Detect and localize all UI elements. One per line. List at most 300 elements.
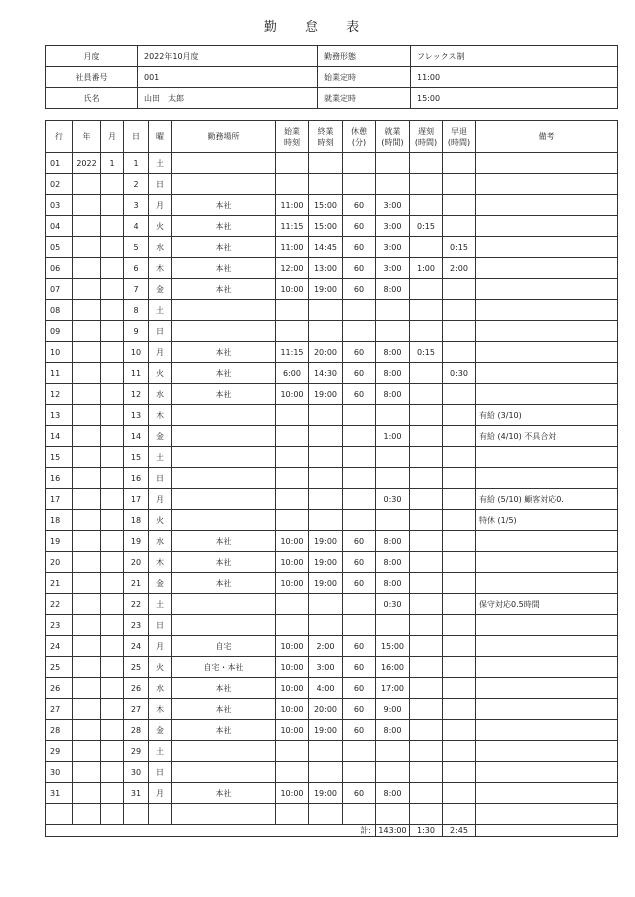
cell-start: 11:00 xyxy=(276,195,309,216)
cell-work: 8:00 xyxy=(376,552,410,573)
cell-break: 60 xyxy=(343,552,376,573)
cell-month xyxy=(101,447,124,468)
cell-late xyxy=(410,762,443,783)
table-row xyxy=(46,510,618,531)
col-header-work-line2: (時間) xyxy=(381,137,404,147)
cell-row: 07 xyxy=(46,279,73,300)
cell-late: 1:00 xyxy=(410,258,443,279)
cell-end xyxy=(309,426,343,447)
cell-day: 7 xyxy=(124,279,149,300)
cell-year xyxy=(73,195,101,216)
cell-start xyxy=(276,741,309,762)
col-header-day: 日 xyxy=(124,121,149,153)
cell-place: 本社 xyxy=(172,699,276,720)
cell-month xyxy=(101,489,124,510)
cell-remarks: 有給 (3/10) xyxy=(476,405,618,426)
cell-start xyxy=(276,804,309,825)
cell-day: 27 xyxy=(124,699,149,720)
employee-info-table xyxy=(45,45,618,109)
cell-month xyxy=(101,300,124,321)
cell-break: 60 xyxy=(343,678,376,699)
table-row xyxy=(46,195,618,216)
cell-month xyxy=(101,783,124,804)
cell-year xyxy=(73,300,101,321)
start-time-value: 11:00 xyxy=(411,67,618,88)
cell-early xyxy=(443,657,476,678)
table-row xyxy=(46,741,618,762)
cell-row: 22 xyxy=(46,594,73,615)
cell-start: 10:00 xyxy=(276,573,309,594)
cell-end xyxy=(309,405,343,426)
cell-year xyxy=(73,762,101,783)
cell-work: 8:00 xyxy=(376,384,410,405)
cell-place: 自宅 xyxy=(172,636,276,657)
cell-early xyxy=(443,153,476,174)
end-time-label: 就業定時 xyxy=(318,88,411,109)
cell-weekday: 日 xyxy=(149,468,172,489)
cell-end: 13:00 xyxy=(309,258,343,279)
employee-no-label: 社員番号 xyxy=(46,67,138,88)
cell-row: 27 xyxy=(46,699,73,720)
cell-row: 18 xyxy=(46,510,73,531)
cell-remarks: 保守対応0.5時間 xyxy=(476,594,618,615)
cell-year xyxy=(73,720,101,741)
cell-start xyxy=(276,153,309,174)
cell-end: 4:00 xyxy=(309,678,343,699)
cell-weekday: 木 xyxy=(149,405,172,426)
cell-late xyxy=(410,720,443,741)
cell-end: 19:00 xyxy=(309,783,343,804)
cell-month xyxy=(101,279,124,300)
table-row xyxy=(46,594,618,615)
cell-year xyxy=(73,321,101,342)
cell-work: 8:00 xyxy=(376,342,410,363)
cell-place: 本社 xyxy=(172,216,276,237)
cell-place xyxy=(172,426,276,447)
cell-start xyxy=(276,762,309,783)
cell-start: 10:00 xyxy=(276,699,309,720)
cell-late xyxy=(410,363,443,384)
cell-month xyxy=(101,657,124,678)
cell-month xyxy=(101,468,124,489)
attendance-table xyxy=(45,120,618,837)
cell-month xyxy=(101,237,124,258)
cell-day: 5 xyxy=(124,237,149,258)
cell-early xyxy=(443,216,476,237)
cell-day: 9 xyxy=(124,321,149,342)
cell-remarks xyxy=(476,468,618,489)
cell-year xyxy=(73,783,101,804)
name-value: 山田 太郎 xyxy=(138,88,318,109)
table-row xyxy=(46,468,618,489)
cell-year xyxy=(73,804,101,825)
cell-day: 26 xyxy=(124,678,149,699)
table-row xyxy=(46,720,618,741)
cell-remarks xyxy=(476,573,618,594)
cell-late xyxy=(410,636,443,657)
info-row xyxy=(46,88,618,109)
cell-late xyxy=(410,657,443,678)
total-late: 1:30 xyxy=(410,825,443,837)
cell-year xyxy=(73,342,101,363)
cell-remarks xyxy=(476,321,618,342)
col-header-row: 行 xyxy=(46,121,73,153)
cell-work xyxy=(376,174,410,195)
info-row xyxy=(46,46,618,67)
cell-remarks xyxy=(476,174,618,195)
cell-row: 31 xyxy=(46,783,73,804)
cell-year xyxy=(73,174,101,195)
cell-year xyxy=(73,468,101,489)
cell-row: 24 xyxy=(46,636,73,657)
cell-month xyxy=(101,216,124,237)
cell-place: 本社 xyxy=(172,720,276,741)
cell-break xyxy=(343,405,376,426)
cell-day: 24 xyxy=(124,636,149,657)
cell-day: 10 xyxy=(124,342,149,363)
cell-break: 60 xyxy=(343,699,376,720)
cell-year xyxy=(73,258,101,279)
col-header-break-line2: (分) xyxy=(351,137,367,147)
cell-weekday: 金 xyxy=(149,426,172,447)
cell-day: 31 xyxy=(124,783,149,804)
cell-break: 60 xyxy=(343,195,376,216)
cell-remarks xyxy=(476,300,618,321)
cell-start: 11:15 xyxy=(276,342,309,363)
cell-month xyxy=(101,510,124,531)
cell-early xyxy=(443,741,476,762)
col-header-start-line2: 時刻 xyxy=(284,137,300,147)
cell-place xyxy=(172,615,276,636)
table-row xyxy=(46,300,618,321)
cell-late xyxy=(410,174,443,195)
cell-work: 15:00 xyxy=(376,636,410,657)
col-header-break-line1: 休憩 xyxy=(351,126,367,136)
cell-weekday: 火 xyxy=(149,510,172,531)
cell-early xyxy=(443,762,476,783)
cell-break xyxy=(343,741,376,762)
cell-start: 10:00 xyxy=(276,279,309,300)
cell-early xyxy=(443,804,476,825)
cell-late xyxy=(410,804,443,825)
cell-end: 19:00 xyxy=(309,552,343,573)
cell-end: 19:00 xyxy=(309,720,343,741)
cell-day: 4 xyxy=(124,216,149,237)
col-header-early-line2: (時間) xyxy=(447,137,471,147)
cell-start: 10:00 xyxy=(276,720,309,741)
cell-day: 19 xyxy=(124,531,149,552)
cell-remarks xyxy=(476,699,618,720)
cell-place: 本社 xyxy=(172,573,276,594)
cell-place: 本社 xyxy=(172,342,276,363)
col-header-month: 月 xyxy=(101,121,124,153)
cell-row: 25 xyxy=(46,657,73,678)
month-label: 月度 xyxy=(46,46,138,67)
cell-weekday: 日 xyxy=(149,615,172,636)
cell-year xyxy=(73,636,101,657)
cell-early xyxy=(443,384,476,405)
col-header-work xyxy=(376,121,410,153)
cell-remarks xyxy=(476,804,618,825)
cell-month xyxy=(101,678,124,699)
cell-break xyxy=(343,489,376,510)
cell-row: 26 xyxy=(46,678,73,699)
cell-day: 1 xyxy=(124,153,149,174)
cell-weekday: 水 xyxy=(149,678,172,699)
cell-break: 60 xyxy=(343,384,376,405)
cell-end xyxy=(309,594,343,615)
cell-late xyxy=(410,741,443,762)
cell-year xyxy=(73,594,101,615)
cell-year xyxy=(73,573,101,594)
cell-weekday: 月 xyxy=(149,783,172,804)
cell-work: 17:00 xyxy=(376,678,410,699)
cell-year xyxy=(73,489,101,510)
cell-work xyxy=(376,615,410,636)
table-row xyxy=(46,699,618,720)
table-row xyxy=(46,447,618,468)
cell-day: 28 xyxy=(124,720,149,741)
cell-place xyxy=(172,174,276,195)
cell-break: 60 xyxy=(343,279,376,300)
cell-late xyxy=(410,426,443,447)
cell-early xyxy=(443,342,476,363)
cell-day: 6 xyxy=(124,258,149,279)
cell-end: 20:00 xyxy=(309,342,343,363)
cell-end xyxy=(309,762,343,783)
cell-work xyxy=(376,741,410,762)
cell-remarks xyxy=(476,153,618,174)
cell-weekday: 金 xyxy=(149,573,172,594)
cell-end: 15:00 xyxy=(309,216,343,237)
cell-early xyxy=(443,174,476,195)
cell-break xyxy=(343,468,376,489)
cell-day: 13 xyxy=(124,405,149,426)
col-header-place: 勤務場所 xyxy=(172,121,276,153)
cell-work xyxy=(376,321,410,342)
cell-late: 0:15 xyxy=(410,342,443,363)
col-header-remarks: 備考 xyxy=(476,121,618,153)
cell-work xyxy=(376,447,410,468)
cell-end xyxy=(309,321,343,342)
cell-late: 0:15 xyxy=(410,216,443,237)
cell-late xyxy=(410,279,443,300)
table-row xyxy=(46,426,618,447)
cell-day: 16 xyxy=(124,468,149,489)
cell-start: 11:00 xyxy=(276,237,309,258)
end-time-value: 15:00 xyxy=(411,88,618,109)
cell-weekday: 土 xyxy=(149,447,172,468)
cell-early xyxy=(443,678,476,699)
total-work: 143:00 xyxy=(376,825,410,837)
cell-end xyxy=(309,447,343,468)
cell-row: 06 xyxy=(46,258,73,279)
cell-row: 12 xyxy=(46,384,73,405)
cell-day: 23 xyxy=(124,615,149,636)
cell-year xyxy=(73,510,101,531)
cell-day xyxy=(124,804,149,825)
cell-start: 10:00 xyxy=(276,783,309,804)
cell-weekday: 月 xyxy=(149,342,172,363)
cell-break: 60 xyxy=(343,783,376,804)
cell-row: 11 xyxy=(46,363,73,384)
month-value: 2022年10月度 xyxy=(138,46,318,67)
cell-month xyxy=(101,699,124,720)
totals-label: 計: xyxy=(46,825,376,837)
cell-place xyxy=(172,321,276,342)
cell-weekday: 月 xyxy=(149,636,172,657)
cell-early xyxy=(443,321,476,342)
cell-end xyxy=(309,741,343,762)
col-header-end xyxy=(309,121,343,153)
cell-early xyxy=(443,594,476,615)
col-header-break xyxy=(343,121,376,153)
cell-late xyxy=(410,510,443,531)
col-header-start xyxy=(276,121,309,153)
totals-row xyxy=(46,825,618,837)
cell-remarks xyxy=(476,720,618,741)
cell-end xyxy=(309,804,343,825)
cell-year xyxy=(73,699,101,720)
table-row xyxy=(46,279,618,300)
cell-place xyxy=(172,804,276,825)
cell-remarks xyxy=(476,216,618,237)
cell-start xyxy=(276,174,309,195)
cell-place xyxy=(172,741,276,762)
cell-work xyxy=(376,300,410,321)
cell-remarks xyxy=(476,531,618,552)
cell-late xyxy=(410,468,443,489)
cell-start: 11:15 xyxy=(276,216,309,237)
cell-late xyxy=(410,153,443,174)
cell-remarks: 有給 (5/10) 顧客対応0. xyxy=(476,489,618,510)
cell-early xyxy=(443,636,476,657)
cell-day: 2 xyxy=(124,174,149,195)
cell-remarks xyxy=(476,279,618,300)
cell-early xyxy=(443,426,476,447)
cell-place: 本社 xyxy=(172,279,276,300)
cell-work: 8:00 xyxy=(376,783,410,804)
cell-work: 3:00 xyxy=(376,195,410,216)
col-header-year: 年 xyxy=(73,121,101,153)
cell-day: 30 xyxy=(124,762,149,783)
cell-day: 15 xyxy=(124,447,149,468)
col-header-late xyxy=(410,121,443,153)
cell-year xyxy=(73,279,101,300)
cell-weekday: 木 xyxy=(149,552,172,573)
cell-remarks xyxy=(476,615,618,636)
cell-row: 14 xyxy=(46,426,73,447)
cell-row: 17 xyxy=(46,489,73,510)
cell-month xyxy=(101,804,124,825)
cell-end: 2:00 xyxy=(309,636,343,657)
cell-row: 02 xyxy=(46,174,73,195)
cell-early xyxy=(443,405,476,426)
col-header-work-line1: 就業 xyxy=(384,126,401,136)
cell-day: 11 xyxy=(124,363,149,384)
cell-weekday xyxy=(149,804,172,825)
cell-remarks xyxy=(476,342,618,363)
cell-end: 14:45 xyxy=(309,237,343,258)
cell-work: 8:00 xyxy=(376,720,410,741)
cell-row: 10 xyxy=(46,342,73,363)
cell-early xyxy=(443,699,476,720)
cell-end: 19:00 xyxy=(309,531,343,552)
totals-remarks-cell xyxy=(476,825,618,837)
col-header-end-line1: 終業 xyxy=(317,126,334,136)
cell-work: 3:00 xyxy=(376,237,410,258)
page-title: 勤 怠 表 xyxy=(263,20,372,35)
cell-remarks xyxy=(476,783,618,804)
start-time-label: 始業定時 xyxy=(318,67,411,88)
cell-remarks xyxy=(476,384,618,405)
cell-break: 60 xyxy=(343,342,376,363)
cell-weekday: 木 xyxy=(149,258,172,279)
cell-weekday: 金 xyxy=(149,720,172,741)
cell-weekday: 土 xyxy=(149,300,172,321)
cell-place xyxy=(172,300,276,321)
cell-place: 本社 xyxy=(172,237,276,258)
cell-row: 30 xyxy=(46,762,73,783)
col-header-early xyxy=(443,121,476,153)
table-row xyxy=(46,552,618,573)
cell-place xyxy=(172,489,276,510)
cell-late xyxy=(410,405,443,426)
cell-weekday: 日 xyxy=(149,321,172,342)
cell-year xyxy=(73,741,101,762)
cell-row: 08 xyxy=(46,300,73,321)
table-row xyxy=(46,405,618,426)
table-row xyxy=(46,678,618,699)
table-row xyxy=(46,258,618,279)
table-row xyxy=(46,153,618,174)
cell-month xyxy=(101,174,124,195)
cell-start xyxy=(276,615,309,636)
cell-row: 15 xyxy=(46,447,73,468)
cell-start xyxy=(276,468,309,489)
cell-day: 12 xyxy=(124,384,149,405)
table-row xyxy=(46,384,618,405)
cell-row: 19 xyxy=(46,531,73,552)
cell-place xyxy=(172,594,276,615)
cell-year xyxy=(73,531,101,552)
cell-break xyxy=(343,510,376,531)
cell-remarks xyxy=(476,237,618,258)
cell-late xyxy=(410,531,443,552)
cell-remarks: 特休 (1/5) xyxy=(476,510,618,531)
cell-place: 本社 xyxy=(172,552,276,573)
cell-start xyxy=(276,426,309,447)
cell-month xyxy=(101,363,124,384)
cell-row: 20 xyxy=(46,552,73,573)
cell-work: 9:00 xyxy=(376,699,410,720)
table-row xyxy=(46,657,618,678)
cell-end xyxy=(309,615,343,636)
cell-year xyxy=(73,216,101,237)
cell-work: 3:00 xyxy=(376,258,410,279)
cell-remarks xyxy=(476,195,618,216)
cell-late xyxy=(410,321,443,342)
cell-start: 6:00 xyxy=(276,363,309,384)
cell-row: 29 xyxy=(46,741,73,762)
cell-weekday: 土 xyxy=(149,594,172,615)
cell-break xyxy=(343,321,376,342)
table-row xyxy=(46,174,618,195)
cell-late xyxy=(410,552,443,573)
cell-break xyxy=(343,594,376,615)
name-label: 氏名 xyxy=(46,88,138,109)
cell-month xyxy=(101,573,124,594)
